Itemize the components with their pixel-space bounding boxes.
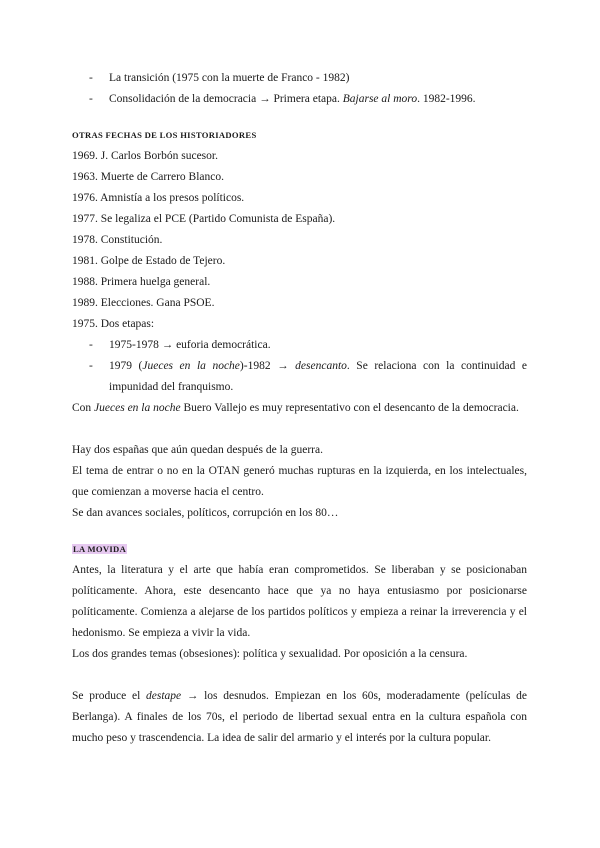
- bullet-dash: -: [89, 93, 93, 105]
- bullet-dash: -: [89, 339, 93, 351]
- para-text: → los desnudos. Empiezan en los 60s, moderadamente (películas de Berlanga). A finales de los 70s, el periodo de libertad sexual entra en la cultura española con mucho peso y trascendencia. La idea de salir del armario y el interés por la cultura popular.: [72, 690, 528, 744]
- date-item: 1977. Se legaliza el PCE (Partido Comunista de España).: [72, 213, 336, 225]
- date-item: 1963. Muerte de Carrero Blanco.: [72, 171, 225, 183]
- emphasis-term: destape: [146, 690, 182, 702]
- bullet-text: 1979 (: [109, 360, 143, 372]
- paragraph-espanas: Hay dos españas que aún quedan después de la guerra.: [72, 444, 323, 456]
- bullet-text: Consolidación de la democracia → Primera etapa.: [109, 93, 343, 105]
- paragraph-destape: [72, 686, 527, 749]
- paragraph-buero: [72, 398, 527, 419]
- bullet-text: La transición (1975 con la muerte de Franco - 1982): [109, 72, 350, 84]
- bullet-dash: -: [89, 360, 93, 372]
- intro-bullet-1: [72, 68, 527, 89]
- paragraph-movida-1: Antes, la literatura y el arte que había eran comprometidos. Se liberaban y se posicionaban políticamente. Ahora, este desencanto hace que ya no haya entusiasmo por posicionarse políticamente. Comienza a alejarse de los partidos políticos y empieza a reinar la irreverencia y el hedonismo. Se empieza a vivir la vida.: [72, 564, 527, 639]
- para-text: Con: [72, 402, 95, 414]
- heading-highlight: LA MOVIDA: [73, 544, 127, 554]
- section-heading-historians: OTRAS FECHAS DE LOS HISTORIADORES: [72, 130, 257, 140]
- play-title: Jueces en la noche: [94, 402, 181, 414]
- date-item: 1969. J. Carlos Borbón sucesor.: [72, 150, 218, 162]
- stage-bullet-2: [72, 356, 527, 398]
- date-item: 1989. Elecciones. Gana PSOE.: [72, 297, 215, 309]
- date-item: 1981. Golpe de Estado de Tejero.: [72, 255, 226, 267]
- play-title: Bajarse al moro: [342, 93, 418, 105]
- bullet-text: 1975-1978 → euforia democrática.: [109, 339, 271, 351]
- date-item: 1976. Amnistía a los presos políticos.: [72, 192, 245, 204]
- paragraph-avances: Se dan avances sociales, políticos, corrupción en los 80…: [72, 507, 339, 519]
- paragraph-otan: El tema de entrar o no en la OTAN generó muchas rupturas en la izquierda, en los intelectuales, que comienzan a moverse hacia el centro.: [72, 465, 527, 498]
- bullet-text-end: . 1982-1996.: [417, 93, 476, 105]
- para-text: Se produce el: [72, 690, 146, 702]
- section-heading-movida: [72, 539, 527, 560]
- intro-bullet-2: [72, 89, 527, 110]
- paragraph-movida-2: Los dos grandes temas (obsesiones): política y sexualidad. Por oposición a la censura.: [72, 648, 468, 660]
- bullet-dash: -: [89, 72, 93, 84]
- bullet-text: . Se relaciona con la continuidad e impunidad del franquismo.: [109, 360, 527, 393]
- stage-bullet-1: [72, 335, 527, 356]
- page-content: [72, 68, 527, 749]
- para-text: Buero Vallejo es muy representativo con el desencanto de la democracia.: [180, 402, 519, 414]
- bullet-text: )-1982 →: [239, 360, 296, 372]
- date-item: 1988. Primera huelga general.: [72, 276, 211, 288]
- date-item: 1978. Constitución.: [72, 234, 163, 246]
- emphasis-term: desencanto: [295, 360, 347, 372]
- date-item: 1975. Dos etapas:: [72, 318, 155, 330]
- play-title: Jueces en la noche: [142, 360, 240, 372]
